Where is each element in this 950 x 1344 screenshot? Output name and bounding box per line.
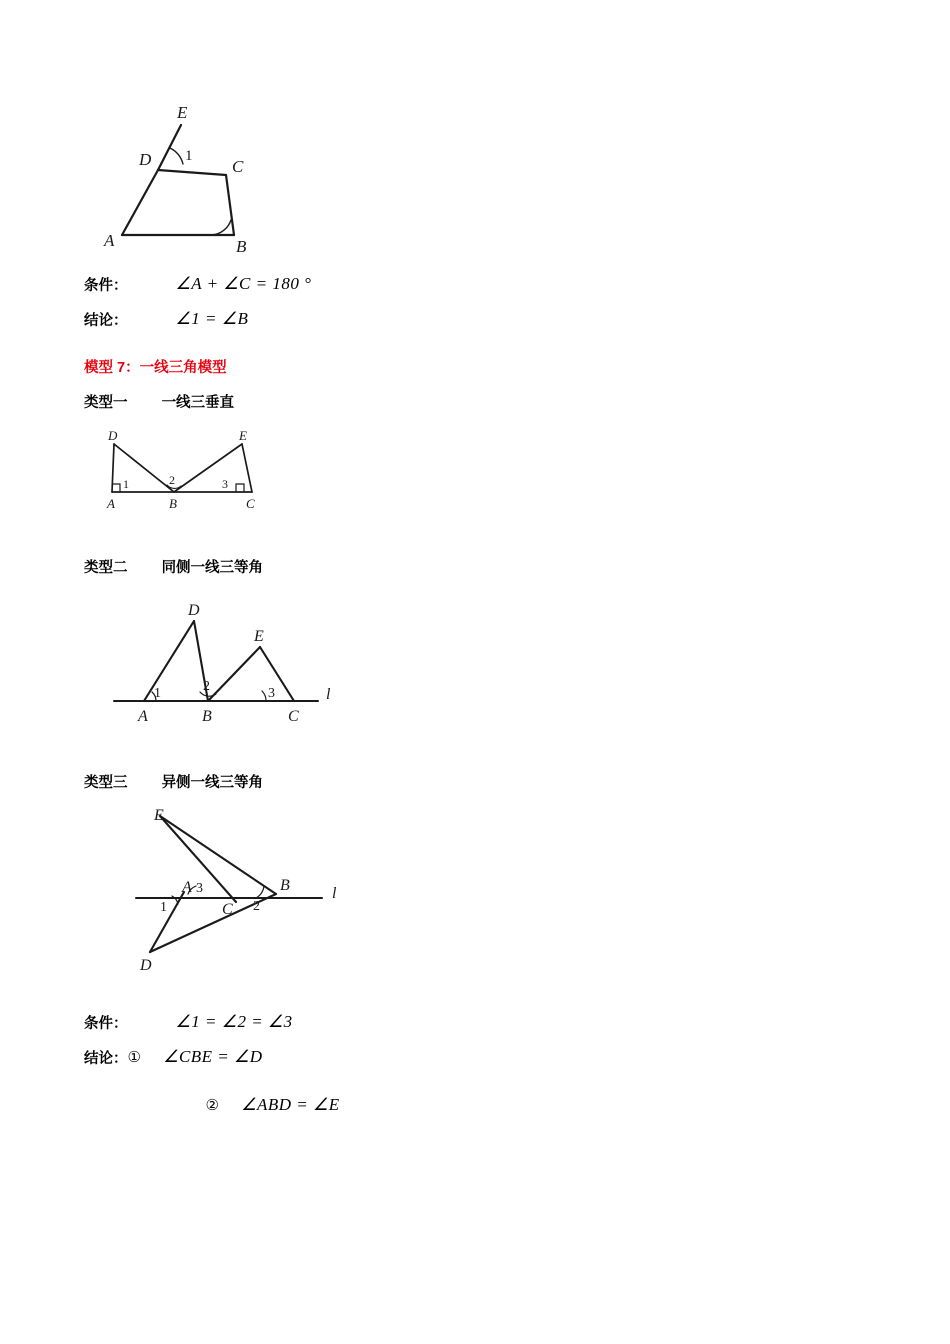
type-three-title: 异侧一线三等角 [161,775,264,791]
angle-label-1: 1 [160,900,167,915]
angle-label-2: 2 [169,473,175,487]
type-one-row [84,391,874,412]
document-content [84,60,874,1115]
figure-opposite-side-equal-angles [84,806,874,986]
fig1-condition-row [84,274,874,295]
final-condition-text: ∠1 = ∠2 = ∠3 [175,1012,293,1031]
vertex-label-A: A [107,496,115,511]
fig1-condition-text: ∠A + ∠C = 180 ° [175,274,312,293]
type-one-name: 类型一 [84,395,128,411]
figure-quadrilateral-svg [84,60,344,260]
vertex-label-E: E [254,628,264,645]
vertex-label-C: C [232,157,244,176]
vertex-label-B: B [202,708,212,725]
vertex-label-B: B [236,237,247,256]
vertex-label-A: A [138,708,148,725]
conclusion-text-1: ∠CBE = ∠D [163,1047,263,1066]
type-one-title: 一线三垂直 [161,395,235,411]
type-two-title: 同侧一线三等角 [161,560,264,576]
vertex-label-B: B [280,877,290,894]
model-heading: 模型 7：一线三角模型 [84,360,227,376]
line-label-l: l [326,686,331,703]
vertex-label-D: D [188,602,200,619]
vertex-label-C: C [246,496,255,511]
figure-opposite-side-svg [114,806,414,986]
figure-quadrilateral [84,60,874,260]
conclusion-marker-2: ② [205,1097,219,1114]
figure-three-perpendicular-svg [94,426,354,516]
vertex-label-E: E [154,807,164,824]
vertex-label-A: A [182,879,192,896]
vertex-label-C: C [222,901,233,918]
condition-label: 条件： [84,278,128,294]
vertex-label-D: D [140,957,152,974]
condition-label: 条件： [84,1016,128,1032]
vertex-label-D: D [108,428,118,443]
vertex-label-B: B [169,496,177,511]
type-three-row [84,771,874,792]
angle-label-3: 3 [222,477,228,491]
vertex-label-C: C [288,708,299,725]
figure-same-side-svg [102,591,402,731]
type-two-row [84,556,874,577]
conclusion-marker-1: ① [127,1049,141,1066]
angle-label-1: 1 [154,686,161,701]
angle-label-2: 2 [253,899,260,914]
vertex-label-E: E [177,103,188,122]
vertex-label-E: E [239,428,247,443]
type-three-name: 类型三 [84,775,128,791]
angle-label-3: 3 [196,881,203,896]
vertex-label-A: A [104,231,115,250]
figure-same-side-equal-angles [84,591,874,731]
type-two-name: 类型二 [84,560,128,576]
conclusion-label: 结论： [84,1051,128,1067]
figure-three-perpendicular [84,426,874,516]
vertex-label-D: D [139,150,152,169]
line-label-l: l [332,885,337,902]
angle-label-1: 1 [185,148,193,164]
angle-label-2: 2 [203,679,210,694]
fig1-conclusion-text: ∠1 = ∠B [175,309,249,328]
final-condition-row [84,1012,874,1033]
final-conclusion-row [84,1047,874,1115]
conclusion-text-2: ∠ABD = ∠E [241,1095,340,1114]
angle-label-1: 1 [123,477,129,491]
conclusion-label: 结论： [84,313,128,329]
angle-label-3: 3 [268,686,275,701]
fig1-conclusion-row [84,309,874,330]
